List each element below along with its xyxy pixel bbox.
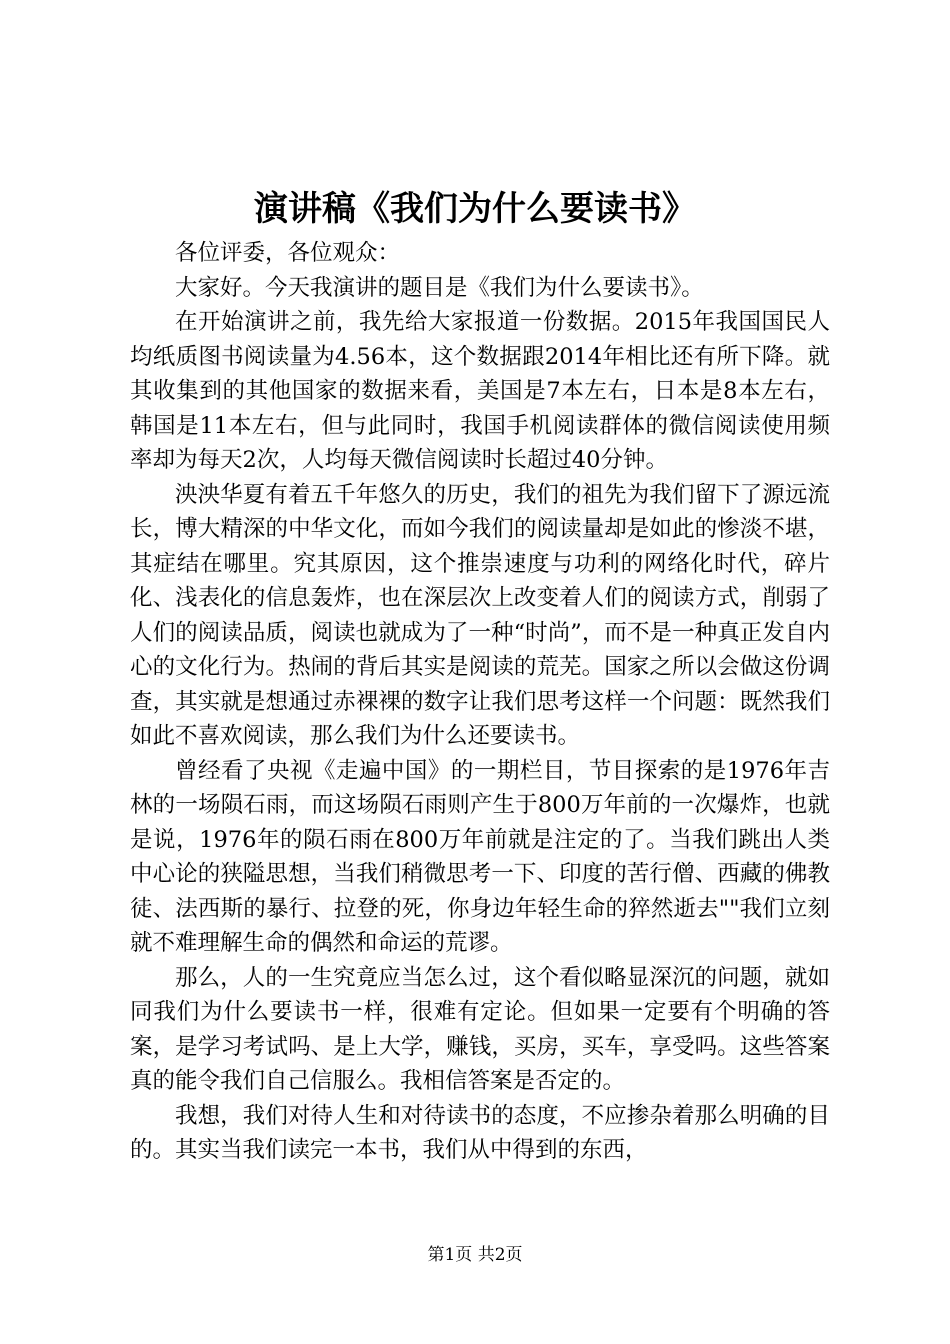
paragraph-attitude: 我想，我们对待人生和对待读书的态度，不应掺杂着那么明确的目的。其实当我们读完一本书，我们从中得到的东西， [130, 1102, 830, 1163]
paragraph-statistics: 在开始演讲之前，我先给大家报道一份数据。2015年我国国民人均纸质图书阅读量为4.56本，这个数据跟2014年相比还有所下降。就其收集到的其他国家的数据来看，美国是7本左右，日本是8本左右，韩国是11本左右，但与此同时，我国手机阅读群体的微信阅读使用频率却为每天2次，人均每天微信阅读时长超过40分钟。 [130, 309, 830, 473]
paragraph-history: 泱泱华夏有着五千年悠久的历史，我们的祖先为我们留下了源远流长，博大精深的中华文化，而如今我们的阅读量却是如此的惨淡不堪，其症结在哪里。究其原因，这个推崇速度与功利的网络化时代，碎片化、浅表化的信息轰炸，也在深层次上改变着人们的阅读方式，削弱了人们的阅读品质，阅读也就成为了一种“时尚”，而不是一种真正发自内心的文化行为。热闹的背后其实是阅读的荒芜。国家之所以会做这份调查，其实就是想通过赤裸裸的数字让我们思考这样一个问题：既然我们如此不喜欢阅读，那么我们为什么还要读书。 [130, 481, 830, 749]
page-number-footer: 第1页 共2页 [427, 1245, 523, 1265]
document-title: 演讲稿《我们为什么要读书》 [254, 189, 696, 229]
paragraph-meteor: 曾经看了央视《走遍中国》的一期栏目，节目探索的是1976年吉林的一场陨石雨，而这场陨石雨则产生于800万年前的一次爆炸，也就是说，1976年的陨石雨在800万年前就是注定的了。当我们跳出人类中心论的狭隘思想，当我们稍微思考一下、印度的苦行僧、西藏的佛教徒、法西斯的暴行、拉登的死，你身边年轻生命的猝然逝去""我们立刻就不难理解生命的偶然和命运的荒谬。 [130, 757, 830, 956]
paragraph-intro: 大家好。今天我演讲的题目是《我们为什么要读书》。 [175, 274, 704, 301]
paragraph-life: 那么，人的一生究竟应当怎么过，这个看似略显深沉的问题，就如同我们为什么要读书一样，很难有定论。但如果一定要有个明确的答案，是学习考试吗、是上大学，赚钱，买房，买车，享受吗。这些答案真的能令我们自己信服么。我相信答案是否定的。 [130, 964, 830, 1094]
document-body [130, 236, 830, 1168]
paragraph-greeting: 各位评委，各位观众： [175, 240, 401, 266]
